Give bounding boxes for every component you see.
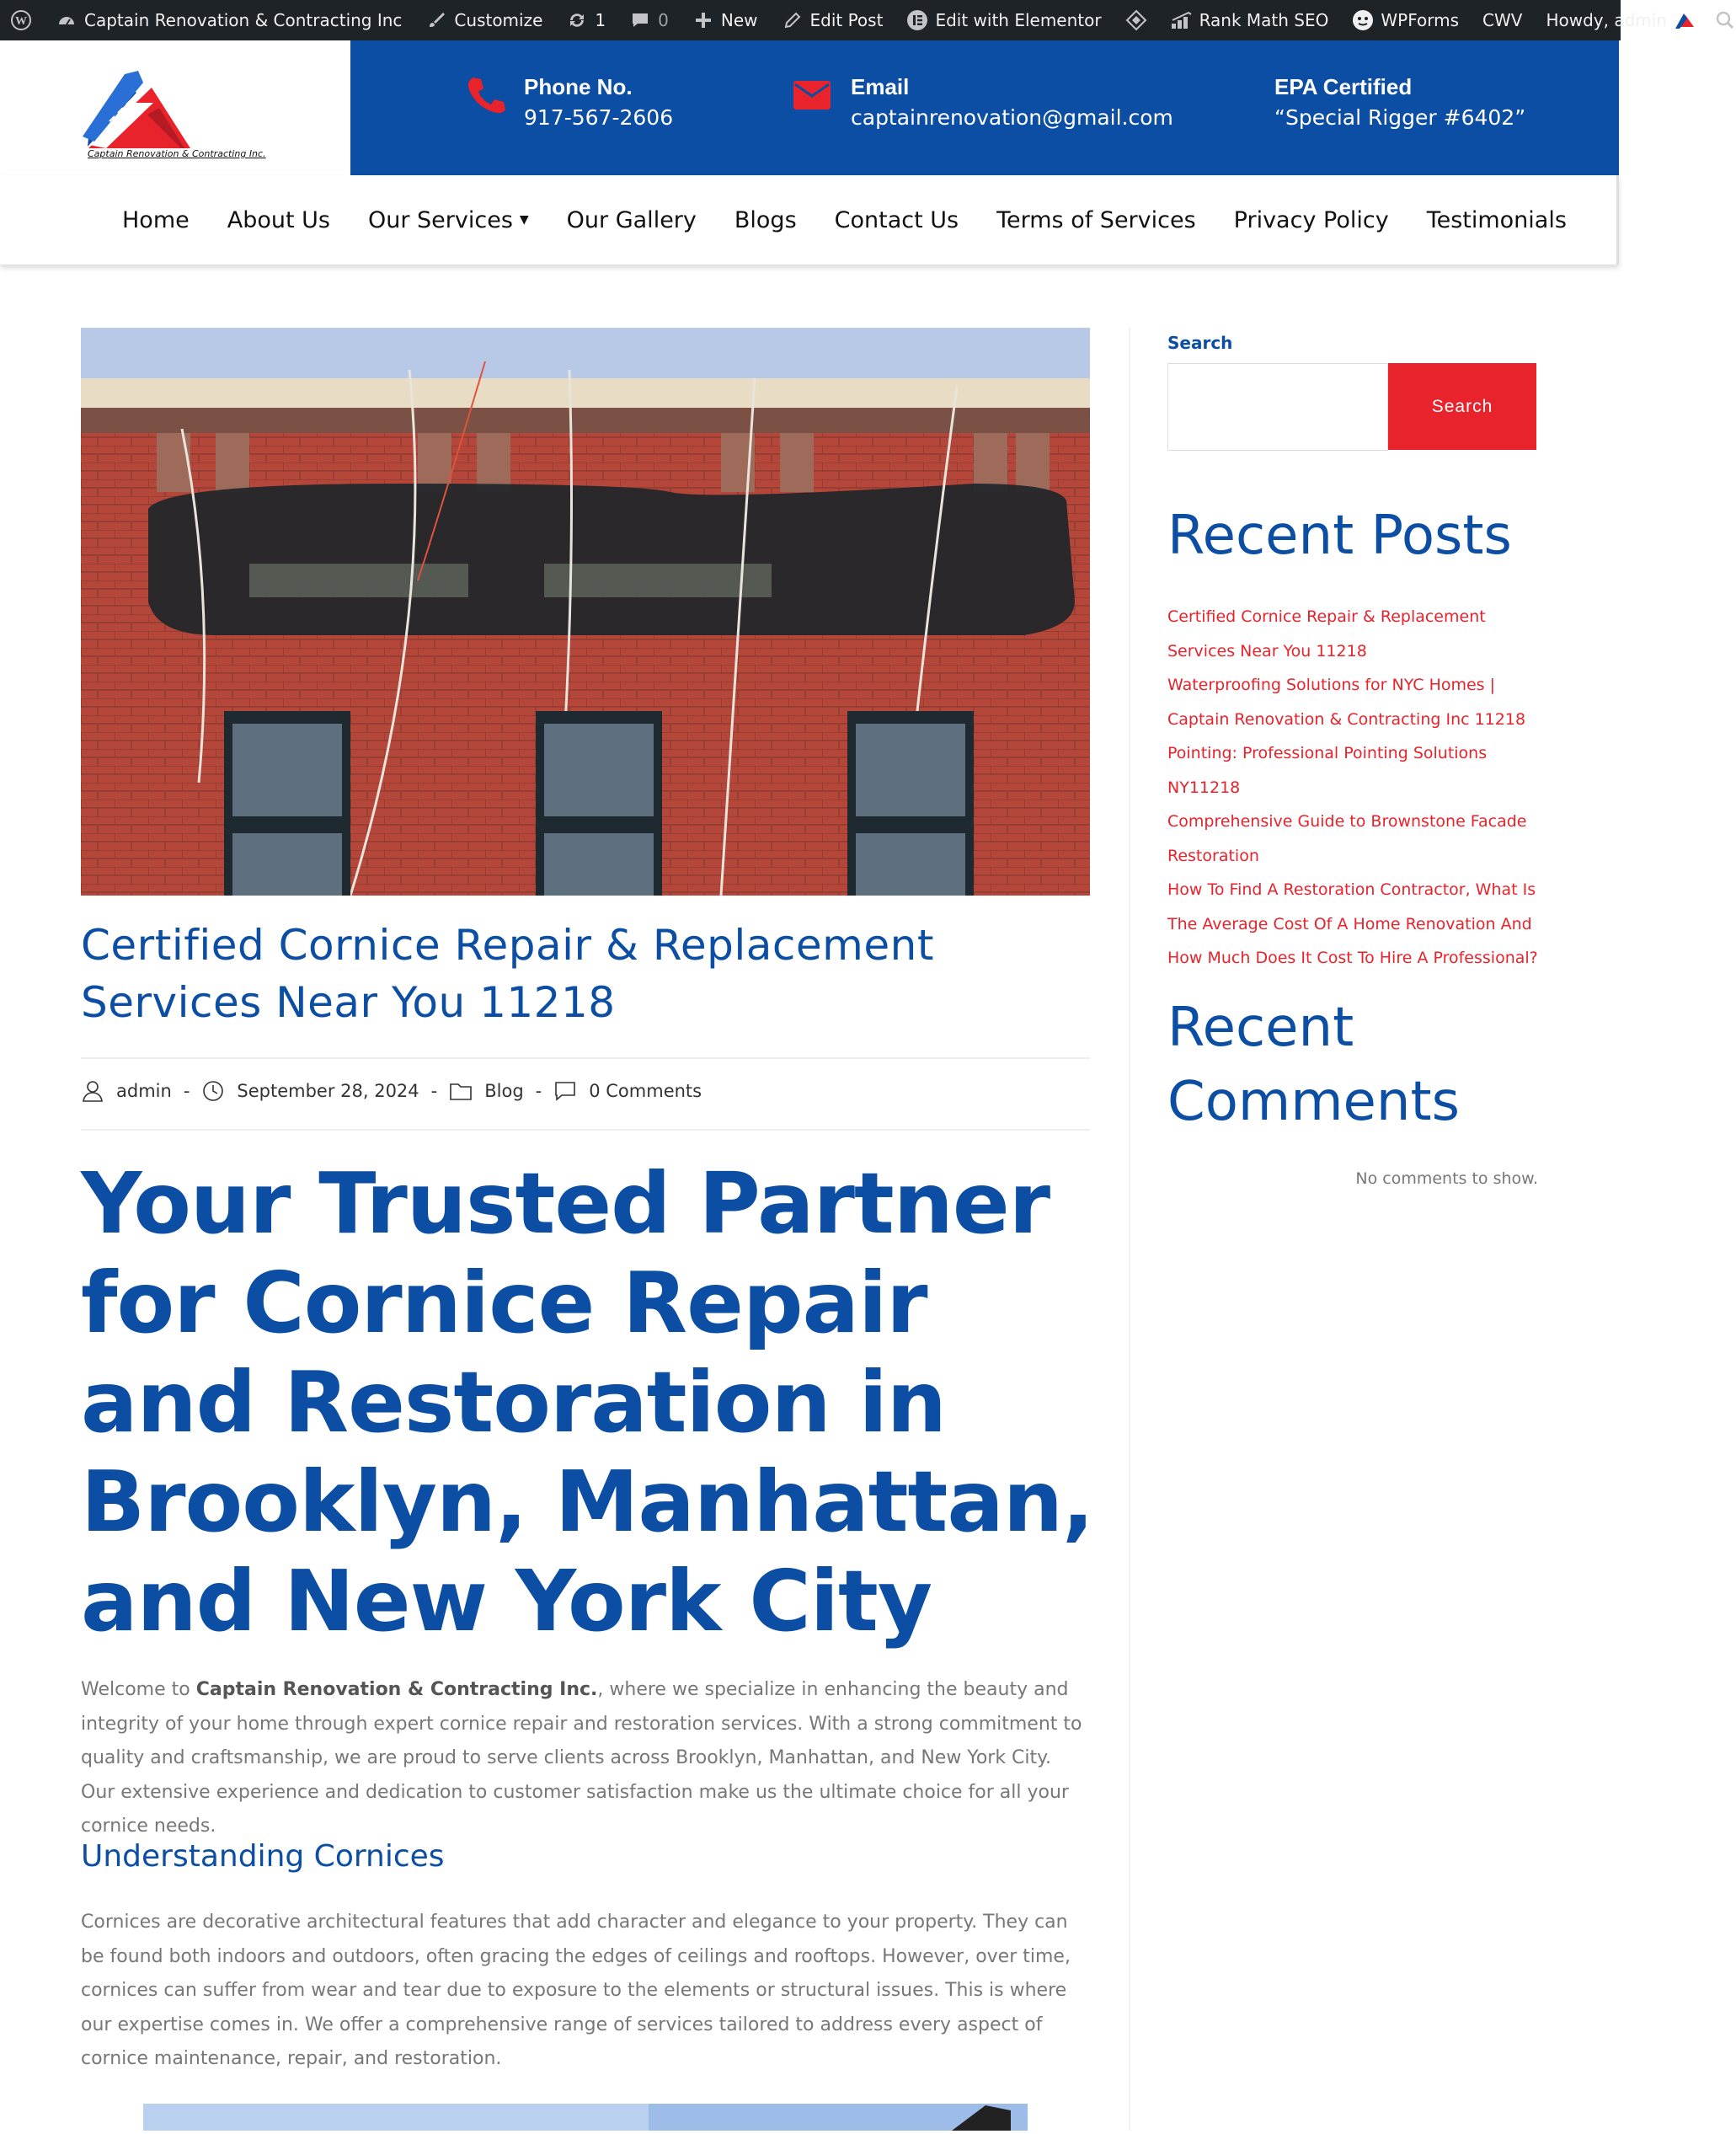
rank-math-icon <box>1171 9 1193 31</box>
search-input[interactable] <box>1167 363 1388 451</box>
divider <box>81 1129 1090 1131</box>
svg-text:W: W <box>15 15 27 28</box>
nav-label: Our Gallery <box>566 206 697 233</box>
pencil-icon <box>782 9 804 31</box>
recent-posts-title: Recent Posts <box>1167 505 1512 567</box>
avatar <box>1674 8 1697 32</box>
diamond-icon <box>1125 9 1147 31</box>
wordpress-icon <box>10 9 32 31</box>
admin-comments-count: 0 <box>658 10 669 30</box>
recent-post-link[interactable]: How To Find A Restoration Contractor, What Is <box>1167 880 1536 899</box>
contact-info-bar <box>350 40 1619 175</box>
recent-post-link[interactable]: Services Near You 11218 <box>1167 641 1367 661</box>
folder-icon <box>449 1079 473 1103</box>
admin-new-label: New <box>720 10 758 30</box>
post-meta <box>81 1070 702 1112</box>
admin-comments[interactable] <box>629 9 669 31</box>
meta-separator: - <box>183 1081 190 1101</box>
sidebar-divider <box>1129 328 1130 2131</box>
admin-search[interactable] <box>1714 9 1736 31</box>
nav-item-home[interactable] <box>122 207 190 233</box>
admin-wpforms[interactable] <box>1352 9 1459 31</box>
meta-date-label: September 28, 2024 <box>237 1081 419 1101</box>
section-heading: Understanding Cornices <box>81 1839 445 1874</box>
admin-rank-math[interactable] <box>1171 9 1329 31</box>
admin-new[interactable] <box>692 9 758 31</box>
epa-value: “Special Rigger #6402” <box>1274 105 1526 130</box>
admin-edit-elementor-label: Edit with Elementor <box>935 10 1102 30</box>
article-image[interactable] <box>143 2104 1028 2131</box>
cornices-paragraph: Cornices are decorative architectural features that add character and elegance to your property. They can be found both indoors and outdoors, often gracing the edges of ceilings and rooftops. However, over time, cornices can suffer from wear and tear due to exposure to the elements or structural issues. This is where our expertise comes in. We offer a comprehensive range of services tailored to address every aspect of cornice maintenance, repair, and restoration. <box>81 1912 1071 2069</box>
search-icon <box>1714 9 1736 31</box>
phone-info[interactable] <box>465 74 673 130</box>
search-button[interactable]: Search <box>1388 363 1536 450</box>
phone-title: Phone No. <box>524 74 633 99</box>
intro-prefix: Welcome to <box>81 1679 196 1700</box>
featured-image[interactable] <box>81 328 1090 896</box>
divider <box>81 1057 1090 1059</box>
recent-comments-title-line2: Comments <box>1167 1071 1460 1133</box>
intro-rest: , where we specialize in enhancing the beauty and integrity of your home through expert cornice repair and restoration services. With a strong commitment to quality and craftsmanship, we are proud to serve clients across Brooklyn, Manhattan, and New York City. Our extensive experience and dedication to customer satisfaction make us the ultimate choice for all your cornice needs. <box>81 1679 1082 1837</box>
intro-company-name: Captain Renovation & Contracting Inc. <box>195 1679 598 1700</box>
site-header <box>0 40 1621 175</box>
main-navigation <box>0 175 1619 265</box>
nav-label: Privacy Policy <box>1233 206 1389 233</box>
search-label: Search <box>1167 333 1233 353</box>
wordpress-logo-item[interactable] <box>10 9 32 31</box>
intro-paragraph <box>81 1673 1090 1844</box>
recent-post-link[interactable]: Pointing: Professional Pointing Solutions NY11218 <box>1167 744 1488 797</box>
meta-author[interactable] <box>81 1079 172 1103</box>
recent-post-link[interactable]: Certified Cornice Repair & Replacement <box>1167 607 1486 626</box>
admin-edit-post-label: Edit Post <box>809 10 884 30</box>
epa-title: EPA Certified <box>1274 74 1413 99</box>
admin-edit-elementor[interactable] <box>906 9 1101 31</box>
admin-account[interactable] <box>1546 8 1697 32</box>
nav-item-terms[interactable] <box>996 207 1196 233</box>
nav-item-blogs[interactable] <box>734 207 797 233</box>
admin-edit-post[interactable] <box>782 9 884 31</box>
recent-post-link[interactable]: How Much Does It Cost To Hire A Professional? <box>1167 949 1538 967</box>
recent-post-link[interactable]: Waterproofing Solutions for NYC Homes | <box>1167 676 1496 694</box>
nav-label: Blogs <box>734 206 797 233</box>
nav-item-privacy[interactable] <box>1234 207 1389 233</box>
dashboard-icon <box>56 9 77 31</box>
post-title[interactable]: Certified Cornice Repair & Replacement Services Near You 11218 <box>81 921 934 1027</box>
meta-separator: - <box>535 1081 542 1101</box>
clock-icon <box>201 1079 225 1103</box>
elementor-icon <box>906 9 928 31</box>
admin-customize-label: Customize <box>454 10 543 30</box>
meta-comments-label: 0 Comments <box>589 1081 702 1101</box>
admin-updates[interactable] <box>566 9 606 31</box>
comment-icon <box>553 1079 577 1103</box>
email-value: captainrenovation@gmail.com <box>851 105 1173 130</box>
admin-rank-math-label: Rank Math SEO <box>1199 10 1329 30</box>
meta-category-label: Blog <box>484 1081 524 1101</box>
nav-label: Home <box>122 206 190 233</box>
caret-down-icon: ▼ <box>519 213 529 227</box>
phone-value: 917-567-2606 <box>524 105 674 130</box>
wp-admin-bar <box>0 0 1667 40</box>
recent-post-link[interactable]: Captain Renovation & Contracting Inc 11218 <box>1167 709 1526 729</box>
recent-comments-title-line1: Recent <box>1167 997 1354 1059</box>
updates-icon <box>566 9 588 31</box>
nav-label: Contact Us <box>834 206 959 233</box>
nav-label: About Us <box>227 206 330 233</box>
recent-post-link[interactable]: The Average Cost Of A Home Renovation And <box>1167 914 1532 933</box>
meta-author-label: admin <box>116 1081 172 1101</box>
admin-cwv[interactable] <box>1482 10 1522 30</box>
logo-caption: Captain Renovation & Contracting Inc. <box>88 148 266 159</box>
recent-posts-list <box>1167 600 1538 976</box>
nav-label: Terms of Services <box>996 206 1196 233</box>
epa-info <box>1274 74 1525 130</box>
admin-howdy-label: Howdy, admin <box>1546 10 1667 30</box>
nav-item-testimonials[interactable] <box>1427 207 1567 233</box>
admin-site-name[interactable] <box>56 9 402 31</box>
email-info[interactable] <box>792 74 1173 130</box>
recent-post-link[interactable]: Comprehensive Guide to Brownstone Facade <box>1167 812 1527 831</box>
meta-date <box>201 1079 419 1103</box>
envelope-icon <box>792 74 832 115</box>
nav-item-our-gallery[interactable] <box>567 207 697 233</box>
nav-item-contact-us[interactable] <box>835 207 959 233</box>
email-title: Email <box>851 74 910 99</box>
nav-label: Testimonials <box>1426 206 1567 233</box>
plus-icon <box>692 9 714 31</box>
admin-wpforms-label: WPForms <box>1381 10 1460 30</box>
phone-icon <box>465 74 505 115</box>
site-logo[interactable] <box>0 40 350 175</box>
admin-cwv-label: CWV <box>1482 10 1523 30</box>
recent-comments-title <box>1167 991 1460 1139</box>
meta-comments[interactable] <box>553 1079 702 1103</box>
nav-item-our-services[interactable] <box>368 207 529 233</box>
admin-site-name-label: Captain Renovation & Contracting Inc <box>84 10 403 30</box>
meta-category[interactable] <box>449 1079 523 1103</box>
brush-icon <box>425 9 447 31</box>
wpforms-icon <box>1352 9 1374 31</box>
nav-label: Our Services <box>367 206 513 233</box>
meta-separator: - <box>430 1081 438 1101</box>
admin-updates-count: 1 <box>595 10 606 30</box>
comment-bubble-icon <box>629 9 651 31</box>
nav-item-about-us[interactable] <box>227 207 330 233</box>
admin-customize[interactable] <box>425 9 542 31</box>
no-comments-text: No comments to show. <box>1355 1169 1538 1188</box>
recent-post-link[interactable]: Restoration <box>1167 846 1259 865</box>
user-icon <box>81 1079 104 1103</box>
article-heading: Your Trusted Partner for Cornice Repair and Restoration in Brooklyn, Manhattan, and New York City <box>81 1154 1094 1650</box>
admin-diamond-item[interactable] <box>1125 9 1147 31</box>
